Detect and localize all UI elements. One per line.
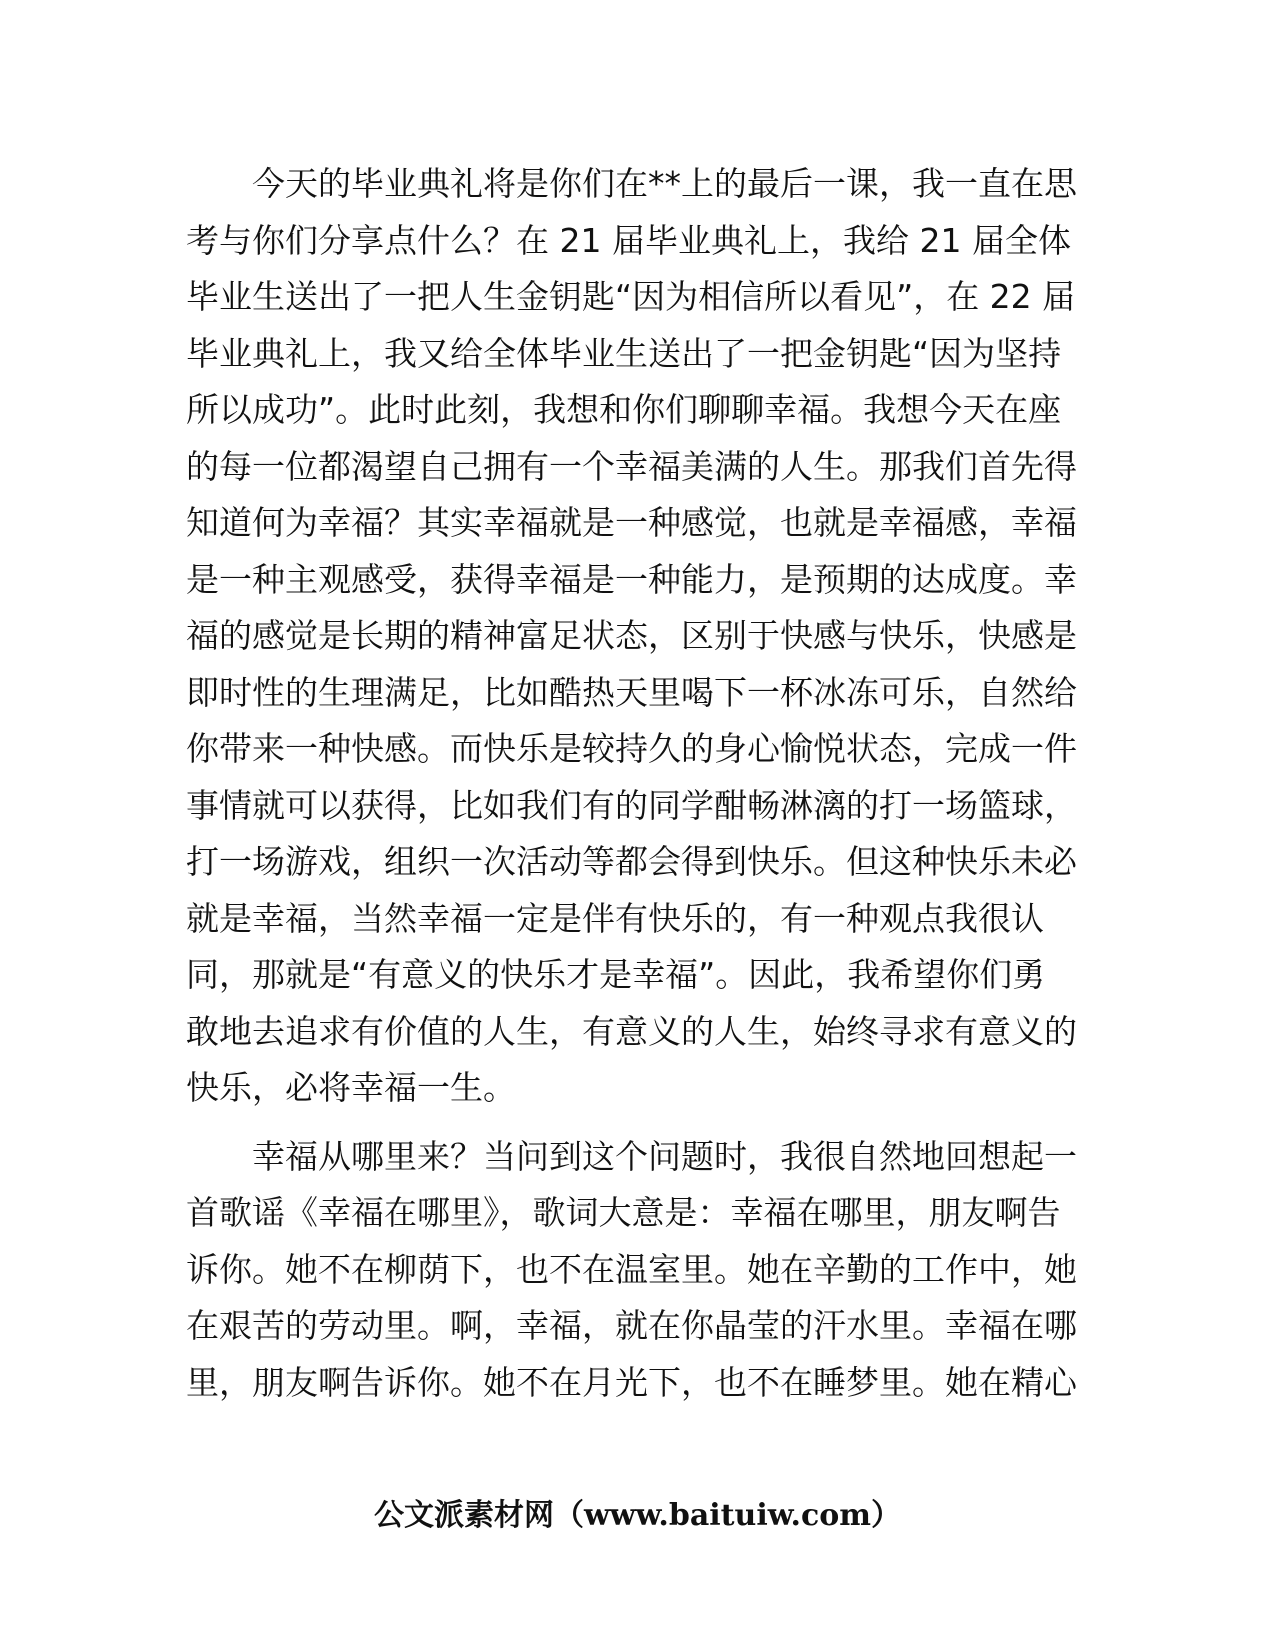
document-body [186, 156, 1086, 1411]
paragraph-1 [186, 156, 1086, 1117]
paragraph-line: 里，朋友啊告诉你。她不在月光下，也不在睡梦里。她在精心 [186, 1362, 1077, 1402]
paragraph-line: 知道何为幸福？其实幸福就是一种感觉，也就是幸福感，幸福 [186, 503, 1077, 542]
paragraph-line: 首歌谣《幸福在哪里》，歌词大意是：幸福在哪里，朋友啊告 [186, 1193, 1061, 1232]
paragraph-line: 毕业典礼上，我又给全体毕业生送出了一把金钥匙“因为坚持 [186, 333, 1062, 373]
paragraph-line: 福的感觉是长期的精神富足状态，区别于快感与快乐，快感是 [186, 616, 1077, 655]
paragraph-line: 敢地去追求有价值的人生，有意义的人生，始终寻求有意义的 [186, 1011, 1077, 1051]
paragraph-spacing [186, 1117, 1086, 1129]
paragraph-line: 同，那就是“有意义的快乐才是幸福”。因此，我希望你们勇 [186, 955, 1046, 994]
paragraph-line: 你带来一种快感。而快乐是较持久的身心愉悦状态，完成一件 [186, 729, 1077, 768]
paragraph-line: 在艰苦的劳动里。啊，幸福，就在你晶莹的汗水里。幸福在哪 [186, 1306, 1077, 1345]
paragraph-line: 所以成功”。此时此刻，我想和你们聊聊幸福。我想今天在座 [186, 390, 1062, 429]
paragraph-line: 打一场游戏，组织一次活动等都会得到快乐。但这种快乐未必 [186, 842, 1077, 881]
paragraph-line: 幸福从哪里来？当问到这个问题时，我很自然地回想起一 [252, 1136, 1077, 1176]
paragraph-line: 的每一位都渴望自己拥有一个幸福美满的人生。那我们首先得 [186, 446, 1077, 486]
paragraph-2 [186, 1129, 1086, 1412]
paragraph-line: 考与你们分享点什么？在 21 届毕业典礼上，我给 21 届全体 [186, 220, 1071, 260]
paragraph-line: 就是幸福，当然幸福一定是伴有快乐的，有一种观点我很认 [186, 898, 1044, 938]
paragraph-line: 毕业生送出了一把人生金钥匙“因为相信所以看见”，在 22 届 [186, 277, 1076, 316]
paragraph-line: 事情就可以获得，比如我们有的同学酣畅淋漓的打一场篮球， [186, 785, 1077, 825]
paragraph-line: 今天的毕业典礼将是你们在**上的最后一课，我一直在思 [252, 164, 1077, 203]
paragraph-line: 即时性的生理满足，比如酷热天里喝下一杯冰冻可乐，自然给 [186, 672, 1077, 712]
paragraph-line: 诉你。她不在柳荫下，也不在温室里。她在辛勤的工作中，她 [186, 1249, 1077, 1289]
paragraph-line: 是一种主观感受，获得幸福是一种能力，是预期的达成度。幸 [186, 559, 1077, 599]
paragraph-line: 快乐，必将幸福一生。 [186, 1068, 516, 1107]
footer-watermark-text: 公文派素材网（www.baituiw.com） [373, 1498, 902, 1533]
